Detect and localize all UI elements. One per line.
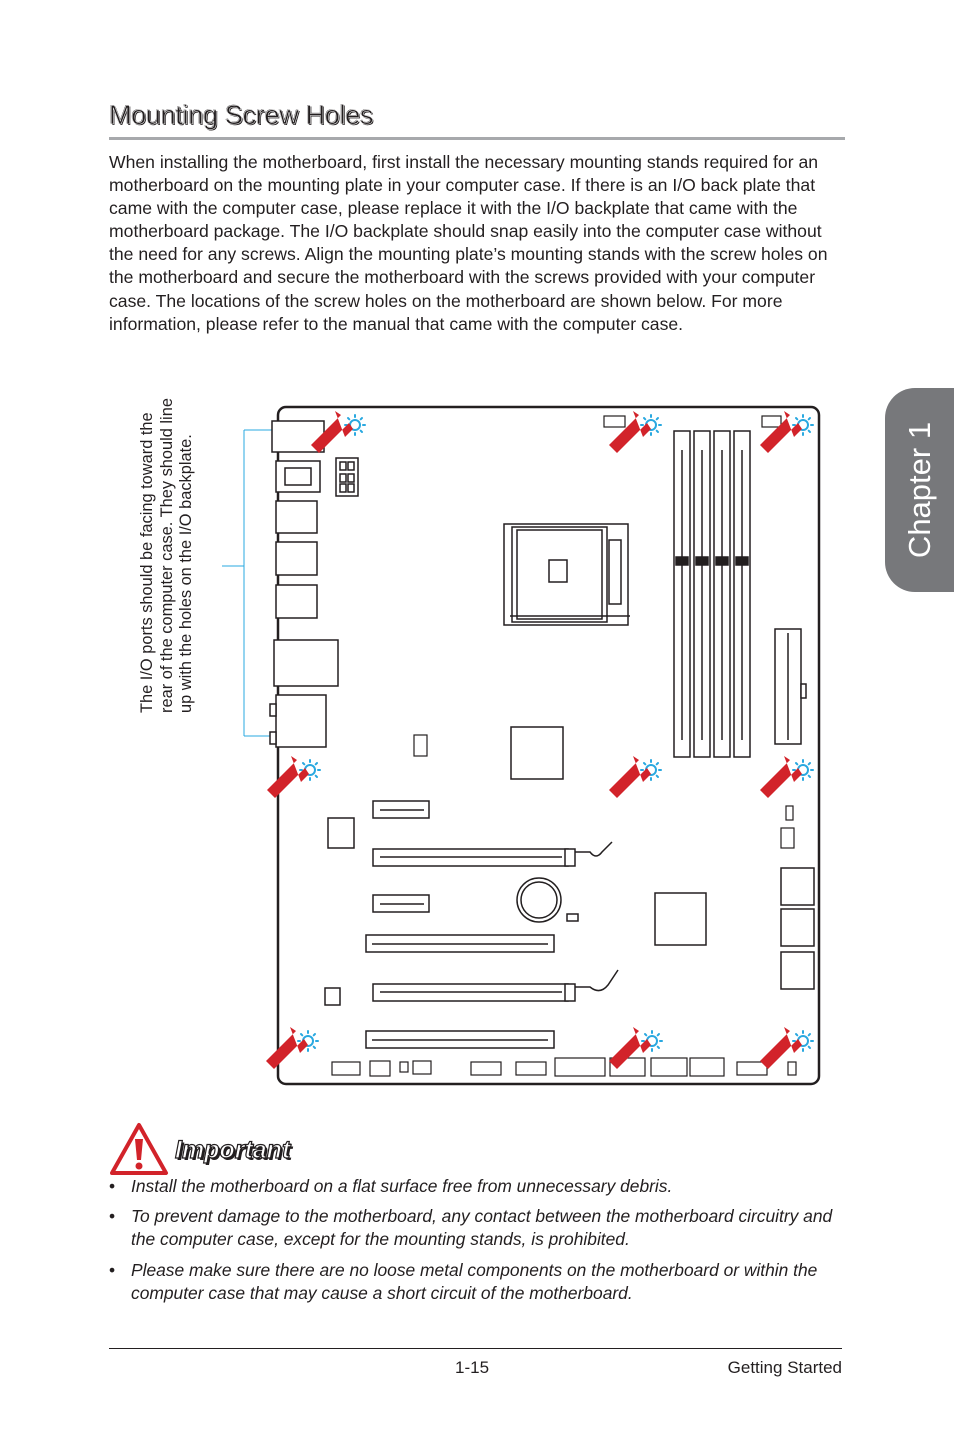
expansion-slots: [366, 801, 618, 1048]
sata-ports: [781, 868, 814, 989]
bullet-mark: •: [109, 1176, 116, 1196]
cmos-battery: [517, 878, 578, 922]
warning-icon: [109, 1122, 169, 1176]
important-list: [109, 1175, 849, 1312]
io-orientation-note: The I/O ports should be facing toward the rear of the computer case. They should line up with the holes on the I/O backplate.: [138, 398, 195, 713]
list-item: • Please make sure there are no loose metal components on the motherboard or within the computer case that may cause a short circuit of the motherboard.: [109, 1259, 818, 1303]
atx-power-connector: [775, 629, 806, 744]
list-item: • Install the motherboard on a flat surface free from unnecessary debris.: [109, 1175, 849, 1198]
memory-slots: [674, 431, 750, 757]
intro-paragraph: When installing the motherboard, first install the necessary mounting stands required for an motherboard on the mounting plate in your computer case. If there is an I/O back plate that came with the computer case, please replace it with the I/O backplate that came with the motherboard package. The I/O backplate should snap easily into the computer case without the need for any screws. Align the mounting plate’s mounting stands with the screw holes on the motherboard and secure the motherboard with the screws provided with your computer case. The locations of the screw holes on the motherboard are shown below. For more information, please refer to the manual that came with the computer case.: [109, 152, 828, 334]
bullet-mark: •: [109, 1259, 116, 1280]
cpu-power-connector: [336, 458, 358, 496]
bullet-mark: •: [109, 1206, 116, 1227]
chapter-tab-label: Chapter 1: [901, 421, 937, 559]
footer-rule: [109, 1348, 842, 1349]
section-name: Getting Started: [727, 1358, 842, 1377]
bottom-headers: [332, 1058, 796, 1076]
io-ports: [270, 421, 338, 747]
page-heading: Mounting Screw Holes: [109, 100, 374, 130]
page-number: 1-15: [455, 1358, 490, 1377]
important-heading: Important: [175, 1136, 291, 1164]
cpu-socket: [504, 524, 630, 625]
list-item: • To prevent damage to the motherboard, any contact between the motherboard circuitry and the computer case, except for the mounting stands, is prohibited.: [109, 1206, 833, 1250]
